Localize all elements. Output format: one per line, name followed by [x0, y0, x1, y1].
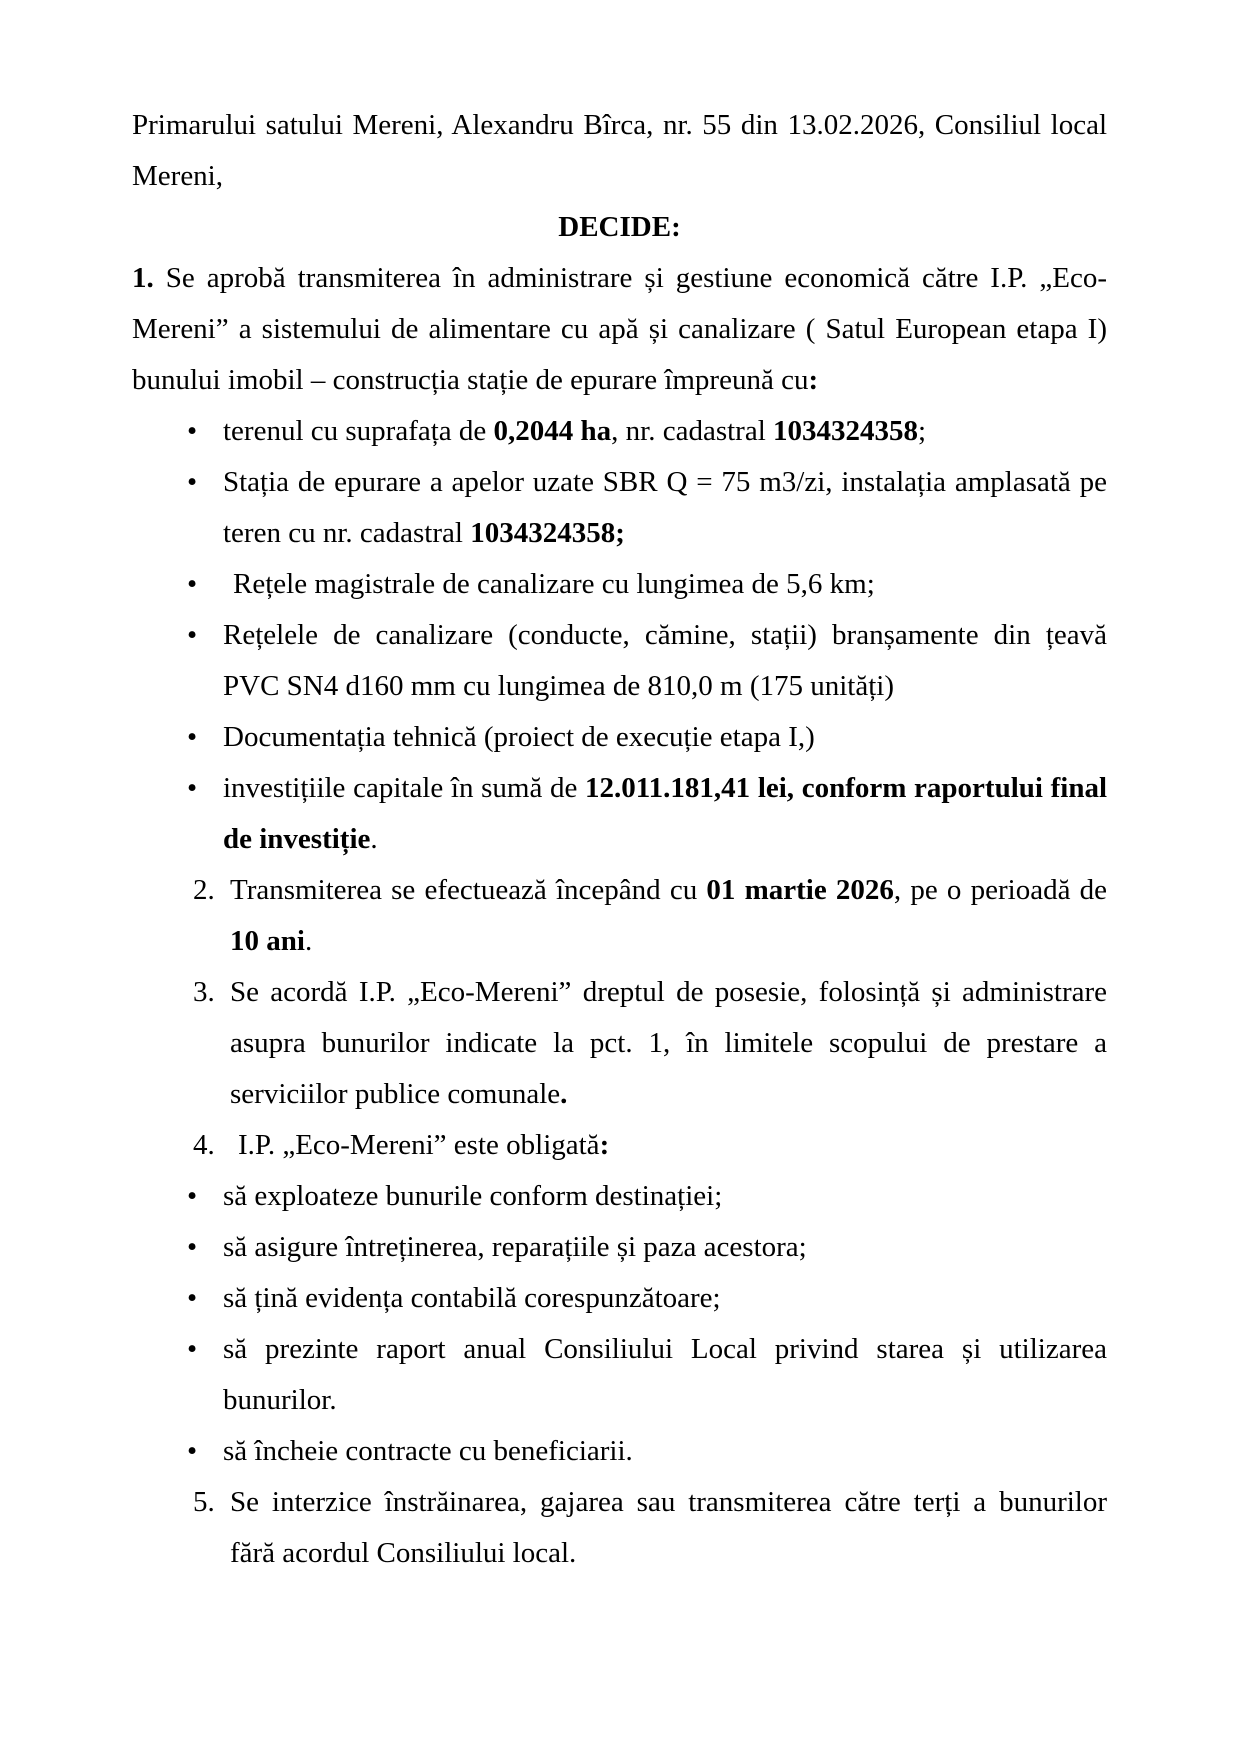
heading-text: DECIDE:	[558, 211, 681, 243]
bullet-marker: •	[187, 415, 198, 447]
text-run: Transmiterea se efectuează începând cu	[230, 874, 707, 906]
text-run: .	[304, 925, 313, 957]
bullet-item-retele-magistrale	[132, 559, 1107, 610]
text-run: să asigure întreținerea, reparațiile și paza acestora;	[223, 1231, 807, 1263]
bullet-marker: •	[187, 1180, 198, 1212]
text-run: 0,2044 ha	[493, 415, 612, 447]
point-number: 5.	[193, 1486, 215, 1518]
bullet-marker: •	[187, 1435, 198, 1467]
text-run: Rețele magistrale de canalizare cu lungimea de 5,6 km;	[233, 568, 875, 600]
text-run: terenul cu suprafața de	[223, 415, 494, 447]
intro-paragraph	[132, 100, 1107, 202]
decision-point-2	[132, 865, 1107, 967]
text-run: să prezinte raport anual Consiliului Local privind starea și utilizarea bunurilor.	[223, 1333, 1107, 1416]
bullet-marker: •	[187, 772, 198, 804]
bullet-item-documentatia	[132, 712, 1107, 763]
bullet-marker: •	[187, 568, 198, 600]
text-run: Primarului satului Mereni, Alexandru Bîrca, nr. 55 din 13.02.2026, Consiliul local Mereni,	[132, 109, 1107, 192]
bullet-item-asigure	[132, 1222, 1107, 1273]
text-run: :	[599, 1129, 610, 1161]
bullet-marker: •	[187, 466, 198, 498]
bullet-item-evidenta	[132, 1273, 1107, 1324]
text-run: să exploateze bunurile conform destinației;	[223, 1180, 723, 1212]
text-run: să țină evidența contabilă corespunzătoare;	[223, 1282, 721, 1314]
bullet-item-raport-anual	[132, 1324, 1107, 1426]
text-run: Rețelele de canalizare (conducte, cămine, stații) branșamente din țeavă PVC SN4 d160 mm cu lungimea de 810,0 m (175 unități)	[223, 619, 1107, 702]
bullet-marker: •	[187, 1282, 198, 1314]
bullet-marker: •	[187, 619, 198, 651]
text-run: .	[370, 823, 378, 855]
point-number: 2.	[193, 874, 215, 906]
text-run: :	[808, 364, 819, 396]
point-number: 1.	[132, 262, 154, 294]
text-run: Documentația tehnică (proiect de execuție etapa I,)	[223, 721, 815, 753]
text-run: Se aprobă transmiterea în administrare și gestiune economică către I.P. „Eco-Mereni” a sistemului de alimentare cu apă și canalizare ( Satul European etapa I) bunului imobil – construcția stație de epurare împreună cu	[132, 262, 1107, 396]
bullet-item-contracte	[132, 1426, 1107, 1477]
bullet-item-exploateze	[132, 1171, 1107, 1222]
text-run: .	[560, 1078, 568, 1110]
bullet-item-statia-epurare	[132, 457, 1107, 559]
text-run: I.P. „Eco-Mereni” este obligată	[238, 1129, 600, 1161]
text-run: Se interzice înstrăinarea, gajarea sau transmiterea către terți a bunurilor fără acordul Consiliului local.	[230, 1486, 1107, 1569]
text-run: 10 ani	[230, 925, 305, 957]
text-run: 1034324358;	[470, 517, 625, 549]
text-run: , nr. cadastral	[611, 415, 774, 447]
decision-point-1	[132, 253, 1107, 406]
text-run: să încheie contracte cu beneficiarii.	[223, 1435, 633, 1467]
bullet-item-teren	[132, 406, 1107, 457]
decision-point-3	[132, 967, 1107, 1120]
text-run: investițiile capitale în sumă de	[223, 772, 586, 804]
bullet-item-retele-canalizare	[132, 610, 1107, 712]
bullet-marker: •	[187, 1333, 198, 1365]
decision-point-4	[132, 1120, 1107, 1171]
decision-point-5	[132, 1477, 1107, 1579]
decide-heading	[132, 202, 1107, 253]
text-run: ;	[918, 415, 927, 447]
text-run: , pe o perioadă de	[893, 874, 1107, 906]
bullet-marker: •	[187, 721, 198, 753]
text-run: Stația de epurare a apelor uzate SBR Q = 75 m3/zi, instalația amplasată pe teren cu nr. cadastral	[223, 466, 1107, 549]
text-run: 12.011.181,41 lei, conform raportului final de investiție	[223, 772, 1108, 855]
text-run: 1034324358	[773, 415, 919, 447]
text-run: Se acordă I.P. „Eco-Mereni” dreptul de posesie, folosință și administrare asupra bunurilor indicate la pct. 1, în limitele scopului de prestare a serviciilor publice comunale	[230, 976, 1107, 1110]
bullet-marker: •	[187, 1231, 198, 1263]
text-run: 01 martie 2026	[706, 874, 894, 906]
point-number: 4.	[193, 1129, 215, 1161]
point-number: 3.	[193, 976, 215, 1008]
bullet-item-investitii	[132, 763, 1107, 865]
